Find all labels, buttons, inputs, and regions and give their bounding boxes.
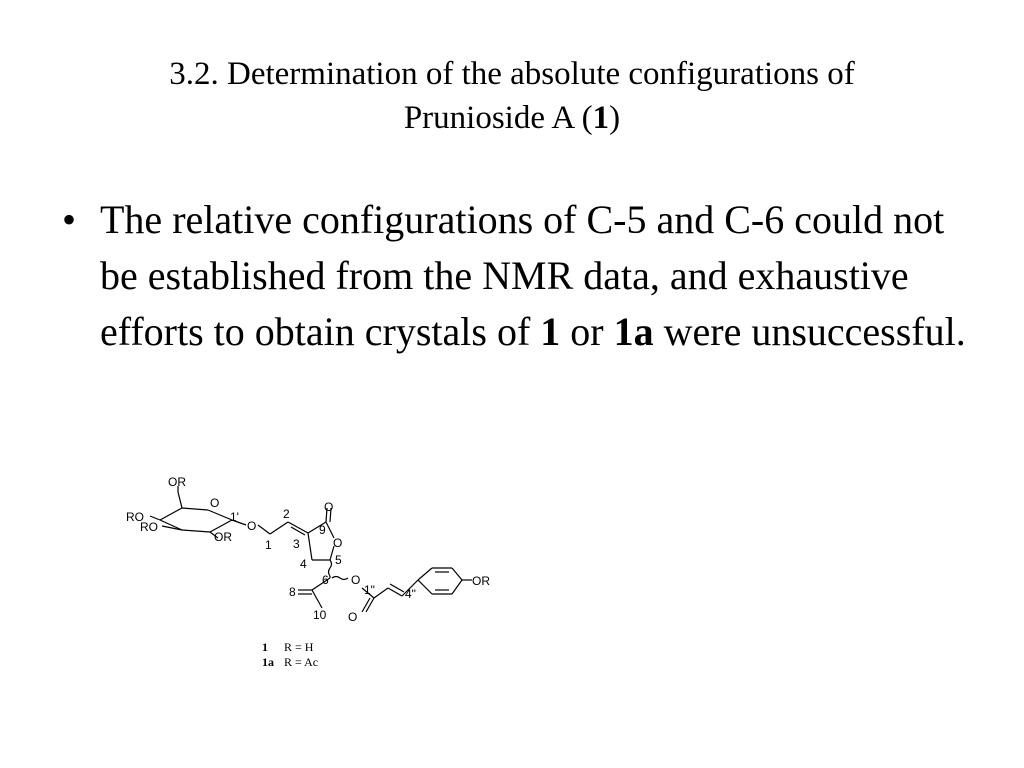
title-compound-number: 1 (592, 100, 610, 136)
atom-o-glyco: O (247, 519, 257, 533)
title-line-2 (0, 96, 1024, 140)
label-pos-5: 5 (335, 553, 342, 567)
atom-o-ester: O (351, 573, 361, 587)
label-pos-8: 8 (289, 585, 296, 599)
atom-o-lactone: O (333, 536, 343, 550)
label-pos-6: 6 (322, 573, 329, 587)
atom-o-ester-carbonyl: O (348, 610, 358, 624)
atom-or-top: OR (168, 475, 186, 489)
label-pos-1dprime: 1" (364, 583, 375, 597)
title-line-2-suffix: ) (609, 100, 621, 136)
compound-legend (262, 640, 318, 670)
title-line-2-prefix: Prunioside A ( (403, 100, 593, 136)
legend-compound-label: 1 (262, 640, 268, 654)
bullet-text-part-1: The relative configurations of C-5 and C-6 could not be established from the NMR data, and exhaustive efforts to obtain crystals of (100, 197, 945, 354)
atom-o-ring: O (210, 496, 220, 510)
label-pos-2: 2 (283, 507, 290, 521)
label-pos-4: 4 (300, 557, 307, 571)
legend-compound-label: 1a (262, 655, 274, 669)
legend-compound-value: R = Ac (284, 655, 319, 669)
chemical-structure (120, 462, 520, 682)
atom-o-carbonyl: O (324, 500, 334, 514)
bullet-compound-1: 1 (540, 309, 561, 354)
bullet-compound-1a: 1a (613, 309, 654, 354)
bullet-text-part-3: were unsuccessful. (653, 309, 966, 354)
label-pos-1prime: 1' (230, 510, 239, 524)
label-pos-1: 1 (265, 538, 272, 552)
label-pos-10: 10 (313, 608, 327, 622)
slide-title (0, 52, 1024, 140)
atom-or-aryl: OR (472, 574, 490, 588)
legend-row (262, 655, 318, 670)
legend-row (262, 640, 318, 655)
label-pos-4dprime: 4" (405, 587, 416, 601)
bullet-marker: • (62, 197, 77, 242)
label-pos-3: 3 (293, 537, 300, 551)
atom-or-bottom: OR (214, 530, 232, 544)
label-pos-9: 9 (319, 523, 326, 537)
legend-compound-value: R = H (284, 640, 314, 654)
title-line-1: 3.2. Determination of the absolute configurations of (169, 56, 855, 92)
bullet-item (62, 192, 972, 360)
bullet-text-part-2: or (560, 309, 614, 354)
atom-ro-left-2: RO (140, 520, 158, 534)
atom-ro-left-1: RO (126, 510, 144, 524)
bullet-text (100, 192, 970, 360)
